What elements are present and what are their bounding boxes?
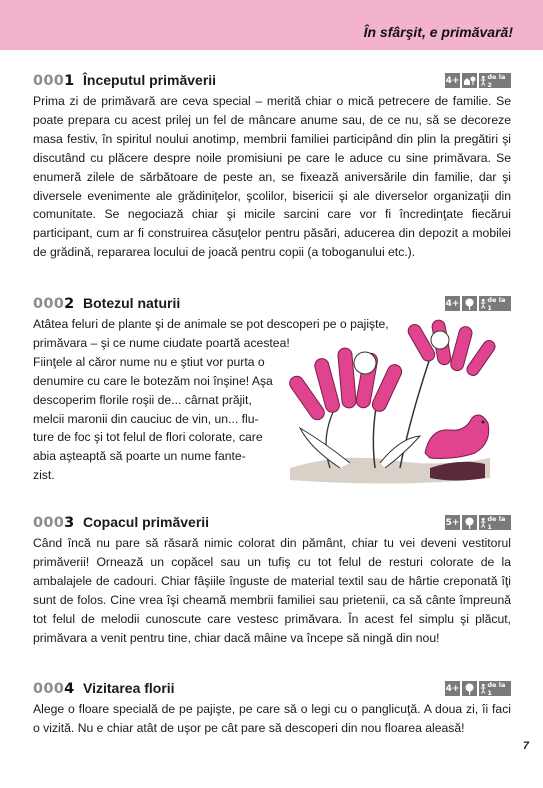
- section-title: Vizitarea florii: [83, 680, 175, 696]
- section-title: Începutul primăverii: [83, 72, 217, 88]
- people-badge: de la 1: [479, 681, 511, 696]
- activity-badges: [445, 296, 511, 311]
- section-text: Prima zi de primăvară are ceva special – merită chiar o mică petrecere de familie. Se poate prepara cu acest prilej un fel de mâncare anume sau, de ce nu, să se decoreze masa festiv, în spiritul noului anotimp, membrii familiei participând din plin la pregătiri şi discutând cu plăcere despre noile promisiuni pe care le aduce cu sine primăvara. Se enumeră zilele de sărbătoare de peste an, se fixează aniversările din familie, dar şi diversele evenimente ale grădiniţelor, şcolilor, bisericii şi ale diverselor organizaţii din comunitate. Se negociază chiar şi micile sarcini care vor fi încredinţate fiecărui participant, cum ar fi construirea căsuţelor pentru păsări, aducerea din depozit a mobilei de grădină, repararea locului de joacă pentru copii (a toboganului etc.).: [33, 94, 511, 260]
- section-text: Când încă nu pare să răsară nimic colorat din pământ, chiar tu vei deveni vestitorul primăverii! Ornează un copăcel sau un tufiş cu tot felul de resturi colorate de la ambalajele de cadouri. Chiar fâşiile înguste de material textil sau de hârtie creponată îţi sunt de folos. Cine vrea îşi cheamă membrii familiei sau prietenii, ca să cânte împreună tot felul de melodii cunoscute care vestesc primăvara. În acest fel simplu şi plăcut, primăvara a venit pentru tine, chiar dacă mâine va începe să ningă din nou!: [33, 536, 511, 645]
- flower-illustration: [280, 318, 500, 488]
- activity-badges: [445, 515, 511, 530]
- people-badge: de la 2: [479, 73, 511, 88]
- people-badge: de la 1: [479, 296, 511, 311]
- section-1: [33, 72, 511, 262]
- section-title: Copacul primăverii: [83, 514, 210, 530]
- house-tree-icon: [462, 73, 477, 88]
- section-title: Botezul naturii: [83, 295, 181, 311]
- section-heading: [33, 680, 511, 698]
- person-icon: [480, 683, 486, 694]
- activity-badges: [445, 681, 511, 696]
- activity-number: 0004: [33, 681, 75, 697]
- activity-number: 0002: [33, 296, 75, 312]
- age-badge: 4+: [445, 681, 460, 696]
- section-heading: [33, 514, 511, 532]
- activity-number: 0003: [33, 515, 75, 531]
- section-4: [33, 680, 511, 738]
- age-badge: 4+: [445, 296, 460, 311]
- age-badge: 5+: [445, 515, 460, 530]
- person-icon: [480, 298, 486, 309]
- activity-badges: [445, 73, 511, 88]
- people-badge: de la 1: [479, 515, 511, 530]
- section-text: Atâtea feluri de plante şi de animale se pot descoperi pe o pajişte, primăvara – şi ce nume ciudate poartă acestea! Fiinţele al căror nume nu e ştiut vor purta o denumire cu care le botezăm noi înşine! Aşa descoperim florile roşii de... cârnat prăjit, melcii maronii din cauciuc de vin, un... flu- ture de foc şi tot felul de flori colorate, care abia aşteaptă să poarte un nume fante- zist.: [33, 317, 389, 483]
- person-icon: [480, 75, 486, 86]
- section-3: [33, 514, 511, 647]
- page-number: 7: [522, 740, 529, 752]
- section-heading: [33, 72, 511, 90]
- activity-number: 0001: [33, 73, 75, 89]
- tree-icon: [462, 515, 477, 530]
- section-heading: [33, 295, 511, 313]
- tree-icon: [462, 296, 477, 311]
- age-badge: 4+: [445, 73, 460, 88]
- person-icon: [480, 517, 486, 528]
- tree-icon: [462, 681, 477, 696]
- section-text: Alege o floare specială de pe pajişte, pe care să o legi cu o panglicuţă. A doua zi, îi faci o vizită. Nu e chiar atât de uşor pe cât pare să descoperi din nou floarea aleasă!: [33, 702, 511, 735]
- chapter-title: În sfârşit, e primăvară!: [363, 24, 513, 40]
